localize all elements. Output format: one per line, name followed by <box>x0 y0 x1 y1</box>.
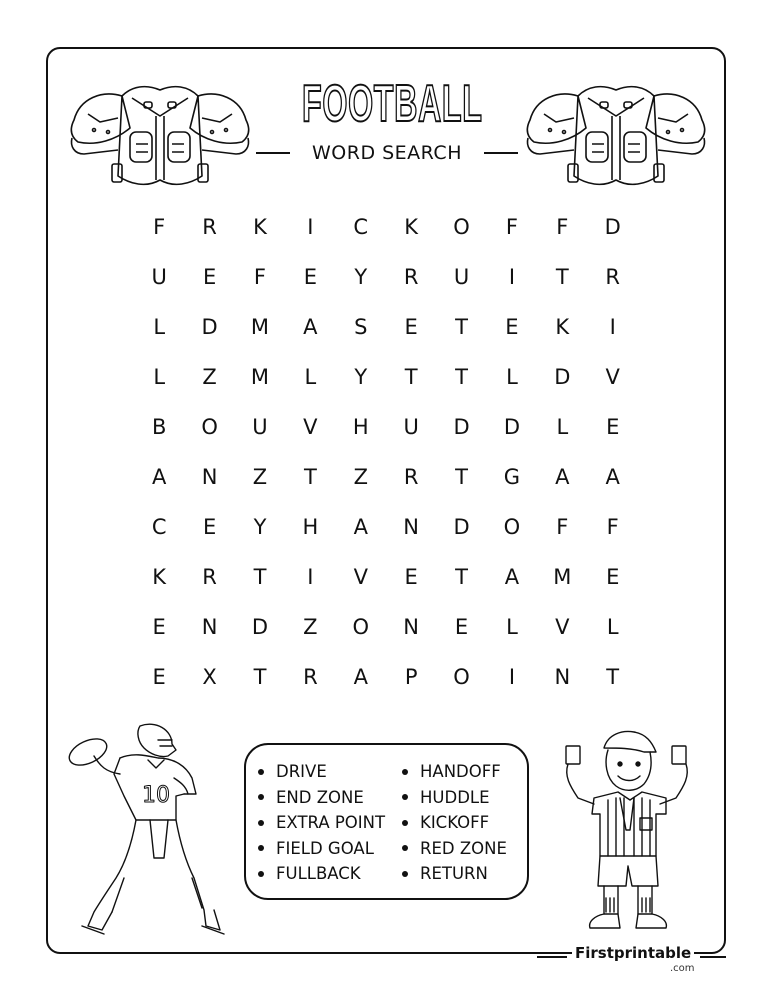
bullet-icon <box>402 794 408 800</box>
grid-cell[interactable]: L <box>153 315 166 339</box>
grid-row <box>134 260 638 310</box>
grid-cell[interactable]: R <box>403 465 419 489</box>
grid-cell[interactable]: V <box>605 365 620 389</box>
grid-row <box>134 210 638 260</box>
grid-cell[interactable]: E <box>202 515 217 539</box>
letter-grid <box>134 210 638 710</box>
grid-row <box>134 410 638 460</box>
grid-cell[interactable]: Z <box>252 465 268 489</box>
word-list-item <box>258 785 385 811</box>
svg-text:10: 10 <box>142 783 170 808</box>
word-list-item <box>258 861 385 887</box>
grid-cell[interactable]: L <box>606 615 619 639</box>
grid-row <box>134 310 638 360</box>
word-label: END ZONE <box>276 787 364 807</box>
brand-rule-right <box>700 956 726 958</box>
grid-cell[interactable]: N <box>554 665 571 689</box>
word-label: HUDDLE <box>420 787 490 807</box>
grid-cell[interactable]: P <box>404 665 418 689</box>
grid-cell[interactable]: F <box>153 215 166 239</box>
grid-cell[interactable]: C <box>151 515 167 539</box>
grid-row <box>134 360 638 410</box>
shoulder-pads-icon <box>60 80 260 195</box>
brand-footer <box>540 944 730 984</box>
bullet-icon <box>258 820 264 826</box>
grid-cell[interactable]: E <box>202 265 217 289</box>
grid-cell[interactable]: O <box>453 665 470 689</box>
grid-cell[interactable]: T <box>455 565 468 589</box>
grid-cell[interactable]: I <box>508 265 516 289</box>
bullet-icon <box>258 871 264 877</box>
grid-cell[interactable]: T <box>455 315 468 339</box>
grid-cell[interactable]: U <box>252 415 268 439</box>
grid-cell[interactable]: A <box>353 515 368 539</box>
grid-cell[interactable]: H <box>352 415 369 439</box>
grid-cell[interactable]: F <box>556 215 569 239</box>
grid-cell[interactable]: S <box>354 315 368 339</box>
grid-cell[interactable]: I <box>307 565 314 589</box>
grid-cell[interactable]: Z <box>303 615 318 639</box>
grid-cell[interactable]: V <box>303 415 318 439</box>
subtitle-rule-left <box>256 152 290 154</box>
word-label: EXTRA POINT <box>276 813 386 833</box>
word-list-item <box>402 836 507 862</box>
grid-cell[interactable]: A <box>353 665 368 689</box>
grid-cell[interactable]: K <box>152 565 167 589</box>
grid-cell[interactable]: E <box>454 615 469 639</box>
grid-cell[interactable]: E <box>606 415 620 439</box>
grid-cell[interactable]: E <box>606 565 620 589</box>
grid-cell[interactable]: B <box>151 415 167 439</box>
grid-cell[interactable]: C <box>353 215 369 239</box>
grid-cell[interactable]: D <box>201 315 218 339</box>
grid-cell[interactable]: Y <box>253 515 267 539</box>
brand-tld: .com <box>670 963 695 974</box>
grid-row <box>134 560 638 610</box>
grid-cell[interactable]: O <box>352 615 370 639</box>
grid-cell[interactable]: L <box>506 615 518 639</box>
grid-cell[interactable]: L <box>153 365 166 389</box>
grid-cell[interactable]: F <box>556 515 569 539</box>
word-list-item <box>258 759 385 785</box>
grid-cell[interactable]: L <box>506 365 518 389</box>
grid-row <box>134 510 638 560</box>
grid-cell[interactable]: A <box>555 465 570 489</box>
grid-cell[interactable]: D <box>503 415 521 439</box>
grid-cell[interactable]: N <box>403 515 419 539</box>
grid-cell[interactable]: D <box>604 215 621 239</box>
word-label: FIELD GOAL <box>276 838 374 858</box>
word-list-column-2 <box>402 759 507 887</box>
grid-cell[interactable]: V <box>555 615 570 639</box>
grid-cell[interactable]: E <box>505 315 519 339</box>
grid-cell[interactable]: M <box>250 315 270 339</box>
grid-cell[interactable]: R <box>303 665 318 689</box>
grid-cell[interactable]: A <box>303 315 318 339</box>
brand-name: Firstprintable <box>572 944 694 962</box>
brand-rule-left <box>537 956 567 958</box>
bullet-icon <box>258 845 264 851</box>
quarterback-icon <box>64 722 234 937</box>
bullet-icon <box>402 769 408 775</box>
grid-cell[interactable]: D <box>453 415 470 439</box>
subtitle: WORD SEARCH <box>312 142 462 164</box>
grid-cell[interactable]: O <box>503 515 521 539</box>
word-list-item <box>402 785 507 811</box>
grid-row <box>134 460 638 510</box>
grid-cell[interactable]: E <box>404 565 418 589</box>
grid-cell[interactable]: U <box>453 265 470 289</box>
grid-row <box>134 610 638 660</box>
grid-cell[interactable]: U <box>151 265 167 289</box>
word-list-item <box>402 861 507 887</box>
grid-cell[interactable]: L <box>304 365 317 389</box>
word-label: KICKOFF <box>420 813 490 833</box>
grid-cell[interactable]: M <box>553 565 572 589</box>
grid-cell[interactable]: H <box>302 515 319 539</box>
grid-cell[interactable]: F <box>505 215 518 239</box>
grid-cell[interactable]: D <box>453 515 470 539</box>
grid-cell[interactable]: T <box>606 665 620 689</box>
grid-cell[interactable]: Z <box>353 465 368 489</box>
grid-cell[interactable]: R <box>202 215 217 239</box>
grid-cell[interactable]: E <box>303 265 317 289</box>
word-label: RED ZONE <box>420 838 507 858</box>
shoulder-pads-icon <box>516 80 716 195</box>
grid-cell[interactable]: K <box>404 215 419 239</box>
grid-cell[interactable]: X <box>202 665 217 689</box>
bullet-icon <box>258 769 264 775</box>
grid-cell[interactable]: A <box>605 465 620 489</box>
word-list-box <box>244 743 529 900</box>
grid-cell[interactable]: T <box>253 565 267 589</box>
page-title: FOOTBALL <box>302 75 483 133</box>
referee-icon <box>560 726 700 936</box>
bullet-icon <box>402 871 408 877</box>
subtitle-rule-right <box>484 152 518 154</box>
word-list-item <box>402 810 507 836</box>
bullet-icon <box>258 794 264 800</box>
word-label: FULLBACK <box>276 864 361 884</box>
grid-cell[interactable]: F <box>253 265 267 289</box>
word-list-item <box>258 836 385 862</box>
grid-cell[interactable]: T <box>253 665 267 689</box>
grid-cell[interactable]: U <box>403 415 419 439</box>
grid-cell[interactable]: Y <box>354 365 368 389</box>
grid-row <box>134 660 638 710</box>
bullet-icon <box>402 845 408 851</box>
word-label: RETURN <box>420 864 488 884</box>
grid-cell[interactable]: E <box>152 665 166 689</box>
grid-cell[interactable]: I <box>307 215 314 239</box>
grid-cell[interactable]: T <box>404 365 418 389</box>
word-label: DRIVE <box>276 762 327 782</box>
grid-cell[interactable]: V <box>353 565 368 589</box>
grid-cell[interactable]: I <box>508 665 516 689</box>
grid-cell[interactable]: D <box>554 365 571 389</box>
grid-cell[interactable]: D <box>251 615 269 639</box>
word-list-item <box>258 810 385 836</box>
grid-cell[interactable]: A <box>152 465 167 489</box>
grid-cell[interactable]: N <box>201 465 218 489</box>
grid-cell[interactable]: N <box>403 615 419 639</box>
grid-cell[interactable]: R <box>202 565 217 589</box>
subtitle-row <box>256 141 518 165</box>
grid-cell[interactable]: K <box>253 215 267 239</box>
grid-cell[interactable]: T <box>303 465 317 489</box>
grid-cell[interactable]: I <box>609 315 616 339</box>
grid-cell[interactable]: O <box>201 415 218 439</box>
word-label: HANDOFF <box>420 762 501 782</box>
grid-cell[interactable]: Y <box>354 265 368 289</box>
grid-cell[interactable]: E <box>152 615 166 639</box>
word-list-item <box>402 759 507 785</box>
grid-cell[interactable]: T <box>455 365 468 389</box>
grid-cell[interactable]: M <box>250 365 270 389</box>
grid-cell[interactable]: K <box>555 315 570 339</box>
grid-cell[interactable]: Z <box>202 365 217 389</box>
grid-cell[interactable]: E <box>404 315 418 339</box>
grid-cell[interactable]: L <box>556 415 569 439</box>
grid-cell[interactable]: T <box>455 465 468 489</box>
grid-cell[interactable]: G <box>503 465 521 489</box>
grid-cell[interactable]: F <box>606 515 619 539</box>
bullet-icon <box>402 820 408 826</box>
word-list-column-1 <box>258 759 385 887</box>
grid-cell[interactable]: R <box>403 265 419 289</box>
grid-cell[interactable]: T <box>555 265 569 289</box>
grid-cell[interactable]: N <box>201 615 218 639</box>
grid-cell[interactable]: O <box>453 215 470 239</box>
grid-cell[interactable]: R <box>605 265 620 289</box>
grid-cell[interactable]: A <box>504 565 520 589</box>
